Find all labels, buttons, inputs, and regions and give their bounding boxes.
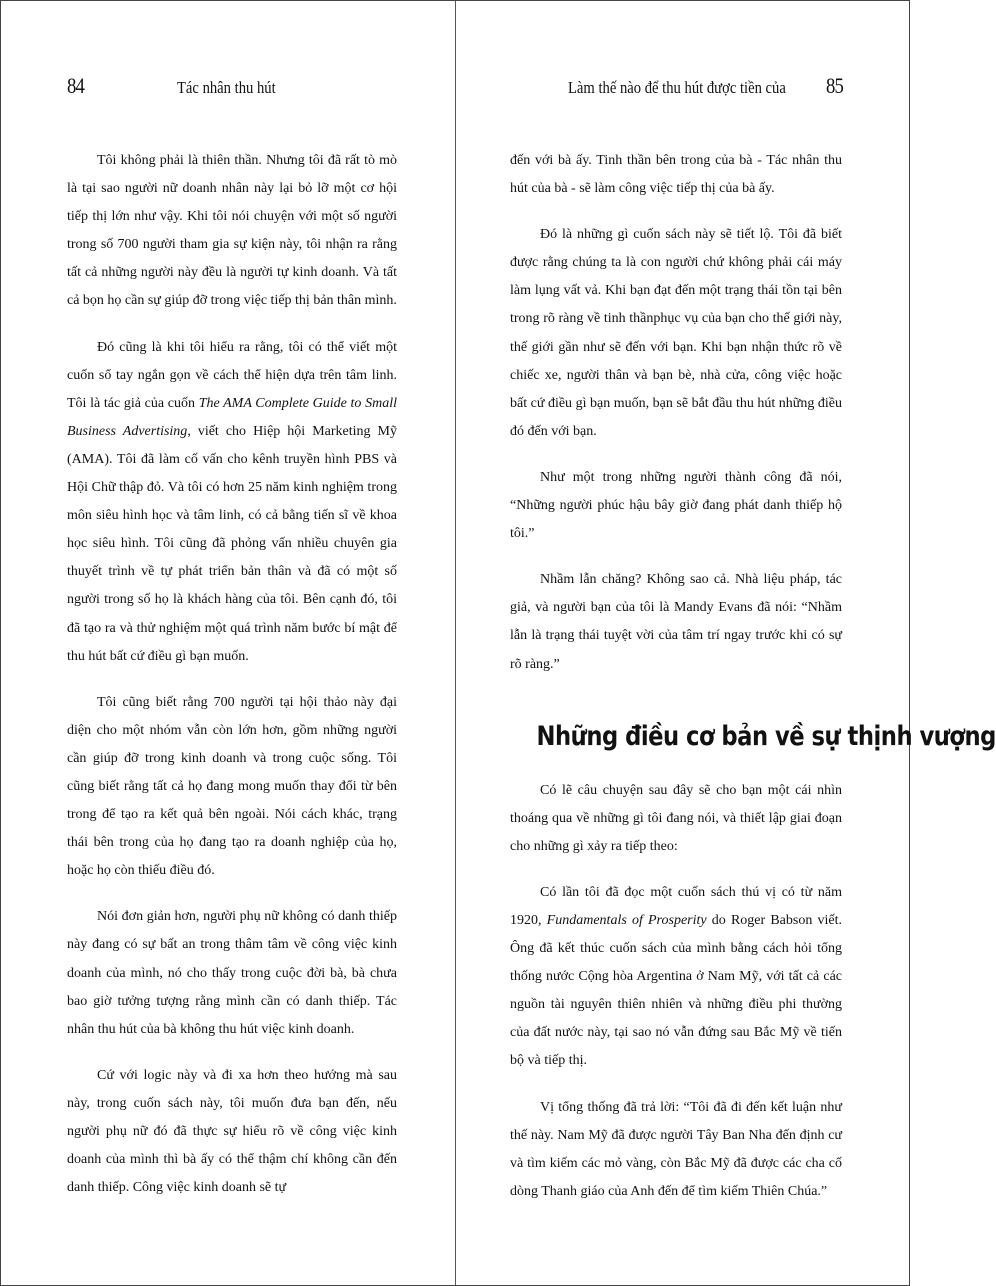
right-paragraph-5: Có lần tôi đã đọc một cuốn sách thú vị có từ năm 1920, Fundamentals of Prosperity do Roger Babson viết. Ông đã kết thúc cuốn sách của mình bằng cách hỏi tổng thống nước Cộng hòa Argentina ở Nam Mỹ, với tất cả các nguồn tài nguyên thiên nhiên và những điều phi thường của đất nước này, tại sao nó vẫn đứng sau Bắc Mỹ về tiến bộ và tiếp thị. <box>510 884 842 1069</box>
right-page-number: 85 <box>826 73 843 98</box>
left-paragraph-3: Tôi cũng biết rằng 700 người tại hội thảo này đại diện cho một nhóm vẫn còn lớn hơn, gồm những người cần giúp đỡ trong kinh doanh và trong cuộc sống. Tôi cũng biết rằng tất cả họ đang mong muốn thay đổi từ bên trong để tạo ra kết quả bên ngoài. Nói cách khác, trạng thái bên trong của họ đang tạo ra doanh nghiệp của họ, hoặc họ còn thiếu điều đó. <box>67 694 397 879</box>
book-title-italic: The AMA Complete Guide to Small Business Advertising <box>67 395 397 439</box>
right-paragraph-2: Như một trong những người thành công đã nói, “Những người phúc hậu bây giờ đang phát danh thiếp hộ tôi.” <box>510 469 842 542</box>
left-paragraph-2: Đó cũng là khi tôi hiểu ra rằng, tôi có thể viết một cuốn sổ tay ngắn gọn về cách thể hiện dựa trên tâm linh. Tôi là tác giả của cuốn The AMA Complete Guide to Small Business Advertising, viết cho Hiệp hội Marketing Mỹ (AMA). Tôi đã làm cố vấn cho kênh truyền hình PBS và Hội Chữ thập đỏ. Và tôi có hơn 25 năm kinh nghiệm trong môn siêu hình học và tâm linh, có cả bằng tiến sĩ về khoa học siêu hình. Tôi cũng đã phỏng vấn nhiều chuyên gia thuyết trình về tự phát triển bản thân và đã có một số người trong số họ là khách hàng của tôi. Bên cạnh đó, tôi đã tạo ra và thử nghiệm một quá trình năm bước bí mật để thu hút bất cứ điều gì bạn muốn. <box>67 339 397 664</box>
left-paragraph-5: Cứ với logic này và đi xa hơn theo hướng mà sau này, trong cuốn sách này, tôi muốn đưa bạn đến, nếu người phụ nữ đó đã thực sự hiểu rõ về công việc kinh doanh của mình thì bà ấy có thể thậm chí không cần đến danh thiếp. Công việc kinh doanh sẽ tự <box>67 1067 397 1196</box>
right-paragraph-4: Có lẽ câu chuyện sau đây sẽ cho bạn một cái nhìn thoáng qua về những gì tôi đang nói, và thiết lập giai đoạn cho những gì xảy ra tiếp theo: <box>510 782 842 854</box>
left-page-body <box>67 147 397 1220</box>
section-heading: Những điều cơ bản về sự thịnh vượng <box>536 720 996 752</box>
right-paragraph-1: Đó là những gì cuốn sách này sẽ tiết lộ. Tôi đã biết được rằng chúng ta là con người chứ không phải cái máy làm lụng vất vả. Khi bạn đạt đến một trạng thái tồn tại bên trong rõ ràng về tinh thầnphục vụ của bạn cho thế giới này, thế giới gần như sẽ đến với bạn. Khi bạn nhận thức rõ về chiếc xe, người thân và bạn bè, nhà cửa, công việc hoặc bất cứ điều gì bạn muốn, bạn sẽ bắt đầu thu hút những điều đó đến với bạn. <box>510 227 842 439</box>
right-paragraph-3: Nhầm lẫn chăng? Không sao cả. Nhà liệu pháp, tác giả, và người bạn của tôi là Mandy Evans đã nói: “Nhầm lẫn là trạng thái tuyệt vời của tâm trí ngay trước khi có sự rõ ràng.” <box>510 572 842 672</box>
left-paragraph-4: Nói đơn giản hơn, người phụ nữ không có danh thiếp này đang có sự bất an trong thâm tâm về công việc kinh doanh của mình, nó cho thấy trong cuộc đời bà, bà chưa bao giờ tưởng tượng rằng mình cần có danh thiếp. Tác nhân thu hút của bà không thu hút việc kinh doanh. <box>67 909 397 1037</box>
left-paragraph-1: Tôi không phải là thiên thần. Nhưng tôi đã rất tò mò là tại sao người nữ doanh nhân này lại bỏ lỡ một cơ hội tiếp thị lớn như vậy. Khi tôi nói chuyện với một số người trong số 700 người tham gia sự kiện này, tôi nhận ra rằng tất cả những người này đều là người tự kinh doanh. Và tất cả bọn họ cần sự giúp đỡ trong việc tiếp thị bản thân mình. <box>67 153 397 309</box>
left-running-title: Tác nhân thu hút <box>177 78 276 97</box>
right-page <box>456 1 996 1285</box>
right-running-title: Làm thế nào để thu hút được tiền của <box>568 78 786 97</box>
left-page-number: 84 <box>67 73 84 98</box>
left-page <box>1 1 455 1285</box>
right-continuation-paragraph: đến với bà ấy. Tinh thần bên trong của bà - Tác nhân thu hút của bà - sẽ làm công việc tiếp thị của bà ấy. <box>510 153 842 197</box>
right-page-body <box>510 147 996 1224</box>
right-paragraph-6: Vị tổng thống đã trả lời: “Tôi đã đi đến kết luận như thế này. Nam Mỹ đã được người Tây Ban Nha đến định cư và tìm kiếm các mỏ vàng, còn Bắc Mỹ đã được các cha cố dòng Thanh giáo của Anh đến để tìm kiếm Thiên Chúa.” <box>510 1099 842 1199</box>
book-title-italic: Fundamentals of Prosperity <box>546 912 707 928</box>
